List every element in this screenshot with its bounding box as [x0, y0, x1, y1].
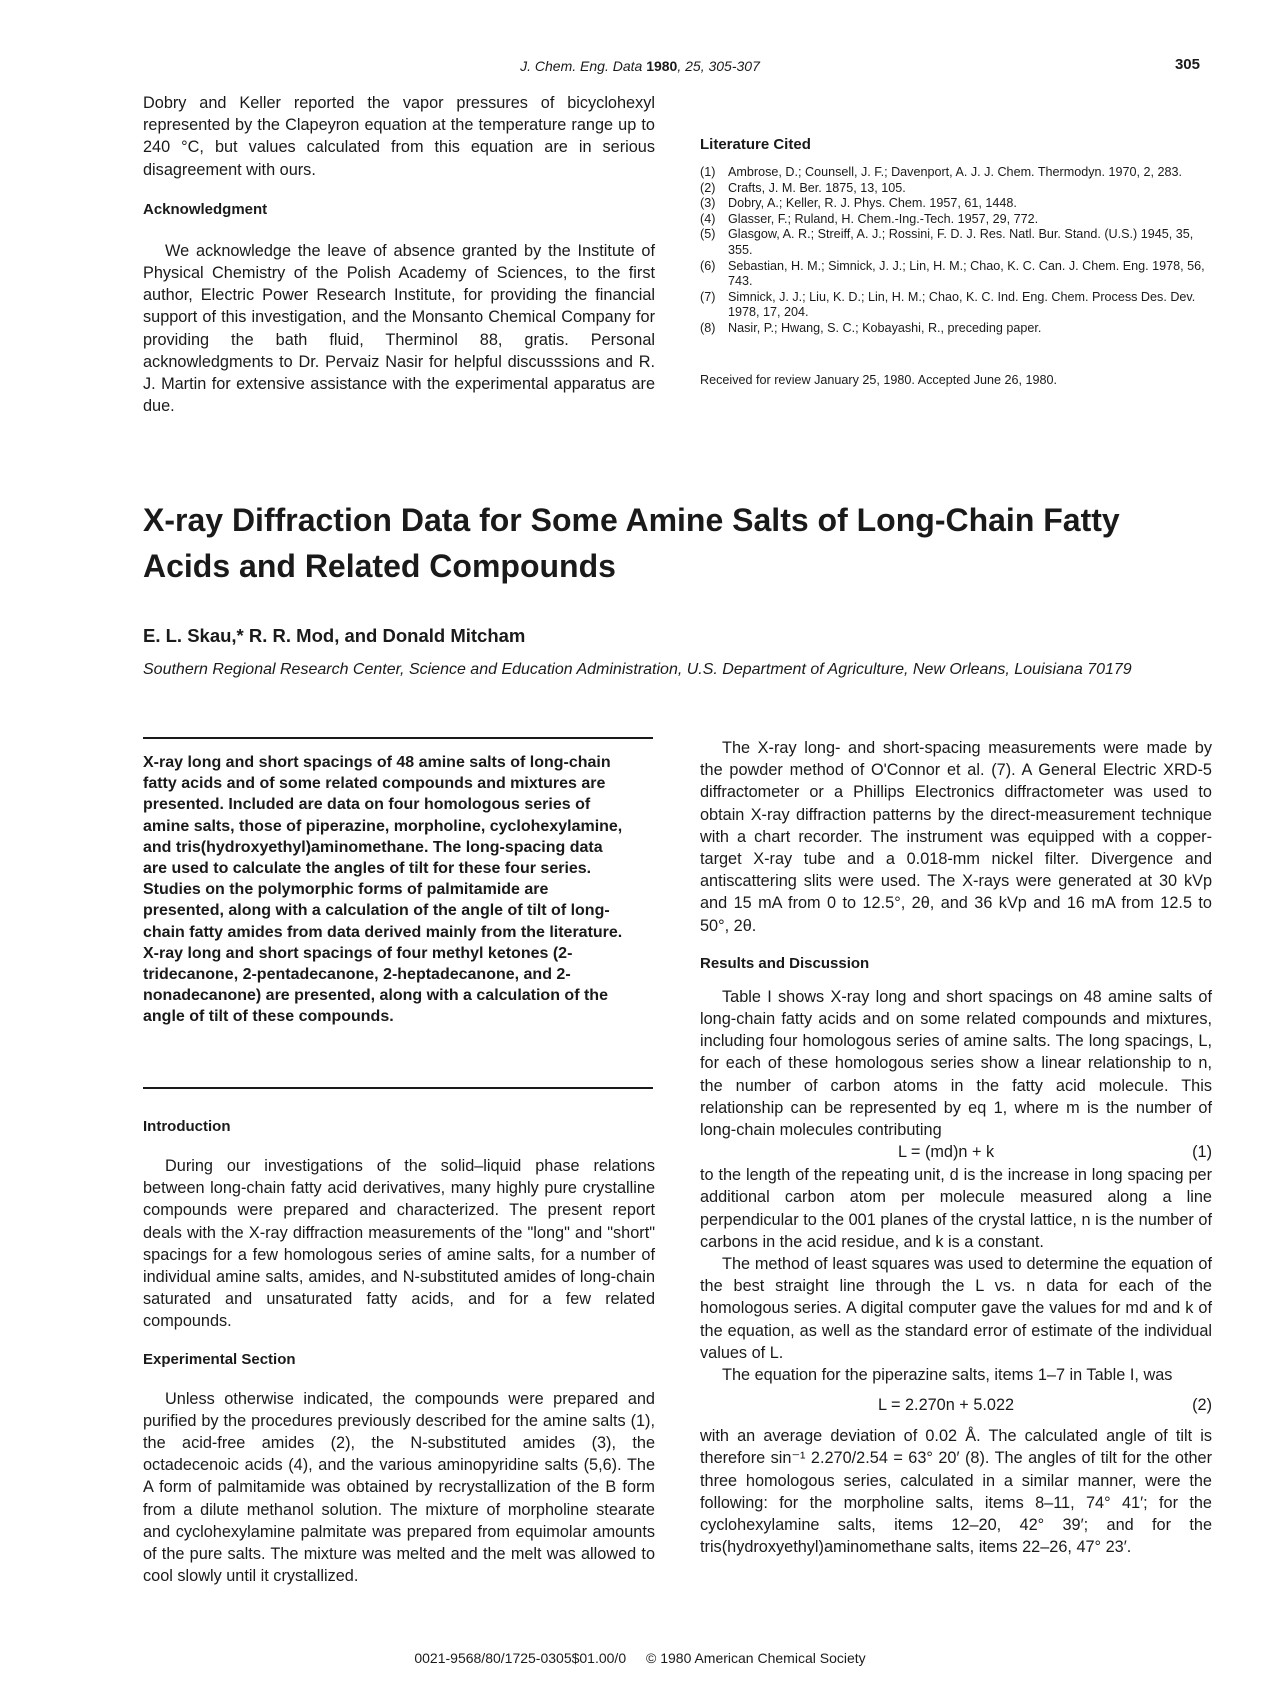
reference-item: (1) Ambrose, D.; Counsell, J. F.; Davenport, A. J. J. Chem. Thermodyn. 1970, 2, 283. [700, 165, 1183, 179]
results-paragraph-4: The equation for the piperazine salts, items 1–7 in Table I, was [722, 1366, 1173, 1385]
literature-heading: Literature Cited [700, 136, 811, 153]
equation-1-number: (1) [1192, 1143, 1212, 1162]
equation-2-body: L = 2.270n + 5.022 [877, 1396, 1015, 1415]
received-note: Received for review January 25, 1980. Accepted June 26, 1980. [700, 372, 1058, 387]
equation-2 [700, 1396, 1212, 1415]
reference-item: (2) Crafts, J. M. Ber. 1875, 13, 105. [700, 180, 906, 195]
abstract-top-rule [143, 737, 653, 739]
introduction-heading: Introduction [143, 1118, 231, 1135]
prev-intro-paragraph: Dobry and Keller reported the vapor pressures of bicyclohexyl represented by the Clapeyron equation at the temperature range up to 240 °C, but values calculated from this equation are in serious disagreement with ours. [143, 94, 655, 179]
footer-code: 0021-9568/80/1725-0305$01.00/0 [414, 1650, 627, 1666]
article-right-column [700, 737, 1212, 1559]
equation-1 [700, 1143, 1212, 1162]
article-authors: E. L. Skau,* R. R. Mod, and Donald Mitcham [143, 625, 526, 646]
introduction-text: During our investigations of the solid–liquid phase relations between long-chain fatty acid derivatives, many highly pure crystalline compounds were prepared and characterized. The present report deals with the X-ray diffraction measurements of the "long" and "short" spacings for a few homologous series of amine salts, for a number of individual amine salts, amides, and N-substituted amides of long-chain saturated and unsaturated fatty acids, and for a few related compounds. [143, 1157, 655, 1331]
equation-1-body: L = (md)n + k [897, 1143, 995, 1162]
reference-item: (4) Glasser, F.; Ruland, H. Chem.-Ing.-Tech. 1957, 29, 772. [700, 211, 1039, 226]
results-paragraph-1: Table I shows X-ray long and short spacings on 48 amine salts of long-chain fatty acids and on some related compounds and mixtures, including four homologous series of amine salts. The long spacings, L, for each of these homologous series show a linear relationship to n, the number of carbon atoms in the fatty acid molecule. This relationship can be represented by eq 1, where m is the number of long-chain molecules contributing [700, 987, 1212, 1140]
article-left-column [143, 1118, 655, 1587]
journal-name: J. Chem. Eng. Data [520, 58, 643, 74]
acknowledgment-heading: Acknowledgment [143, 200, 268, 218]
reference-item: (7) Simnick, J. J.; Liu, K. D.; Lin, H. M.; Chao, K. C. Ind. Eng. Chem. Process Des. Dev. 1978, 17, 204. [700, 289, 1196, 320]
results-paragraph-2: to the length of the repeating unit, d is the increase in long spacing per additional carbon atom per molecule measured along a line perpendicular to the 001 planes of the crystal lattice, n is the number of carbons in the acid residue, and k is a constant. [700, 1166, 1212, 1251]
prev-article-left-column [143, 92, 655, 417]
reference-item: (8) Nasir, P.; Hwang, S. C.; Kobayashi, R., preceding paper. [700, 320, 1042, 335]
results-heading: Results and Discussion [700, 954, 870, 972]
results-paragraph-5: with an average deviation of 0.02 Å. The calculated angle of tilt is therefore sin⁻¹ 2.270/2.54 = 63° 20′ (8). The angles of tilt for the other three homologous series, calculated in a similar manner, were the following: for the morpholine salts, items 8–11, 74° 41′; for the cyclohexylamine salts, items 12–20, 42° 39′; and for the tris(hydroxyethyl)aminomethane salts, items 22–26, 47° 23′. [700, 1427, 1212, 1557]
abstract-bottom-rule [143, 1087, 653, 1089]
reference-list [700, 165, 1210, 337]
page-number: 305 [1174, 56, 1200, 73]
running-header: J. Chem. Eng. Data 1980, 25, 305-307 [520, 58, 760, 74]
results-paragraph-3: The method of least squares was used to determine the equation of the best straight line through the L vs. n data for each of the homologous series. A digital computer gave the values for md and k of the equation, as well as the standard error of estimate of the individual values of L. [700, 1255, 1212, 1362]
article-title: X-ray Diffraction Data for Some Amine Salts of Long-Chain Fatty Acids and Related Compounds [143, 502, 1120, 584]
equation-2-number: (2) [1192, 1396, 1212, 1415]
reference-item: (6) Sebastian, H. M.; Simnick, J. J.; Lin, H. M.; Chao, K. C. Can. J. Chem. Eng. 1978, 56, 743. [700, 258, 1205, 289]
prev-article-right-column [700, 136, 1210, 387]
page-footer [0, 1650, 1280, 1666]
experimental-heading: Experimental Section [143, 1350, 296, 1368]
methods-paragraph: The X-ray long- and short-spacing measurements were made by the powder method of O'Connor et al. (7). A General Electric XRD-5 diffractometer or a Phillips Electronics diffractometer was used to obtain X-ray diffraction patterns by the direct-measurement technique with a chart recorder. The instrument was equipped with a copper-target X-ray tube and a 0.018-mm nickel filter. Divergence and antiscattering slits were used. The X-rays were generated at 30 kVp and 15 mA from 0 to 12.5°, 2θ, and 36 kVp and 16 mA from 12.5 to 50°, 2θ. [700, 739, 1212, 935]
journal-volume: 25 [685, 58, 701, 74]
footer-copyright: © 1980 American Chemical Society [646, 1650, 866, 1666]
reference-item: (3) Dobry, A.; Keller, R. J. Phys. Chem. 1957, 61, 1448. [700, 196, 1017, 211]
article-affiliation: Southern Regional Research Center, Science and Education Administration, U.S. Department of Agriculture, New Orleans, Louisiana 70179 [143, 661, 1132, 678]
journal-pages: 305-307 [708, 58, 760, 74]
acknowledgment-text: We acknowledge the leave of absence granted by the Institute of Physical Chemistry of the Polish Academy of Sciences, to the first author, Electric Power Research Institute, for providing the financial support of this investigation, and the Monsanto Chemical Company for providing the bath fluid, Therminol 88, gratis. Personal acknowledgments to Dr. Pervaiz Nasir for helpful discusssions and R. J. Martin for extensive assistance with the experimental apparatus are due. [143, 241, 655, 416]
reference-item: (5) Glasgow, A. R.; Streiff, A. J.; Rossini, F. D. J. Res. Natl. Bur. Stand. (U.S.) 1945, 35, 355. [700, 227, 1194, 257]
abstract: X-ray long and short spacings of 48 amine salts of long-chain fatty acids and of some related compounds and mixtures are presented. Included are data on four homologous series of amine salts, those of piperazine, morpholine, cyclohexylamine, and tris(hydroxyethyl)aminomethane. The long-spacing data are used to calculate the angles of tilt for these four series. Studies on the polymorphic forms of palmitamide are presented, along with a calculation of the angle of tilt of long-chain fatty amides from data derived mainly from the literature. X-ray long and short spacings of four methyl ketones (2-tridecanone, 2-pentadecanone, 2-heptadecanone, and 2-nonadecanone) are presented, along with a calculation of the angle of tilt of these compounds. [143, 754, 623, 1026]
journal-year: 1980 [646, 58, 678, 74]
experimental-text: Unless otherwise indicated, the compounds were prepared and purified by the procedures previously described for the amine salts (1), the acid-free amides (2), the N-substituted amides (3), the octadecenoic acids (4), and the various aminopyridine salts (5,6). The A form of palmitamide was obtained by recrystallization of the B form from a dilute methanol solution. The mixture of morpholine stearate and cyclohexylamine palmitate was prepared from equimolar amounts of the pure salts. The mixture was melted and the melt was allowed to cool slowly until it crystallized. [143, 1389, 655, 1586]
